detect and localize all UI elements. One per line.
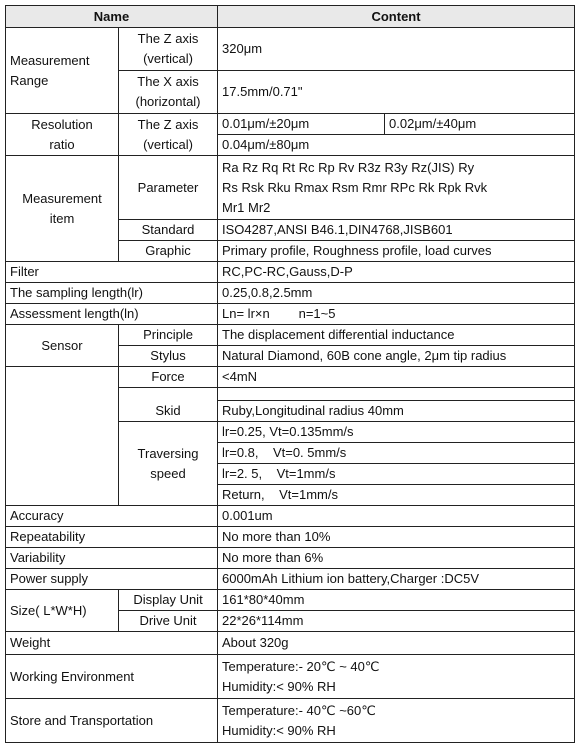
table-row <box>6 156 575 220</box>
table-row <box>6 283 575 304</box>
assessment-length-label: Assessment length(ln) <box>6 304 218 325</box>
working-environment-label: Working Environment <box>6 655 218 699</box>
principle-value: The displacement differential inductance <box>218 325 575 346</box>
x-axis-range-value: 17.5mm/0.71" <box>218 71 575 114</box>
standard-label: Standard <box>119 220 218 241</box>
parameter-value: Ra Rz Rq Rt Rc Rp Rv R3z R3y Rz(JIS) Ry Rs Rsk Rku Rmax Rsm Rmr RPc Rk Rpk Rvk Mr1 Mr2 <box>218 156 575 220</box>
speed-value-3: lr=2. 5, Vt=1mm/s <box>218 464 575 485</box>
speed-value-4: Return, Vt=1mm/s <box>218 485 575 506</box>
header-row <box>6 6 575 28</box>
power-supply-value: 6000mAh Lithium ion battery,Charger :DC5V <box>218 569 575 590</box>
graphic-value: Primary profile, Roughness profile, load curves <box>218 241 575 262</box>
sensor-label: Sensor <box>6 325 119 367</box>
drive-unit-value: 22*26*114mm <box>218 611 575 632</box>
skid-value: Ruby,Longitudinal radius 40mm <box>218 401 575 422</box>
resolution-value-a: 0.01μm/±20μm <box>218 114 385 135</box>
table-row <box>6 28 575 71</box>
table-row <box>6 655 575 699</box>
spacer-cell <box>218 388 575 401</box>
skid-label: Skid <box>119 401 218 422</box>
force-label: Force <box>119 367 218 388</box>
speed-value-1: lr=0.25, Vt=0.135mm/s <box>218 422 575 443</box>
repeatability-label: Repeatability <box>6 527 218 548</box>
x-axis-label: The X axis (horizontal) <box>119 71 218 114</box>
table-row <box>6 590 575 611</box>
power-supply-label: Power supply <box>6 569 218 590</box>
working-environment-value: Temperature:- 20℃ ~ 40℃ Humidity:< 90% RH <box>218 655 575 699</box>
table-row <box>6 569 575 590</box>
table-row <box>6 262 575 283</box>
accuracy-value: 0.001um <box>218 506 575 527</box>
stylus-value: Natural Diamond, 60B cone angle, 2μm tip radius <box>218 346 575 367</box>
table-row <box>6 527 575 548</box>
table-row <box>6 699 575 743</box>
resolution-value-b: 0.02μm/±40μm <box>385 114 575 135</box>
sampling-length-label: The sampling length(lr) <box>6 283 218 304</box>
force-value: <4mN <box>218 367 575 388</box>
display-unit-value: 161*80*40mm <box>218 590 575 611</box>
resolution-value-c: 0.04μm/±80μm <box>218 135 575 156</box>
storage-environment-label: Store and Transportation <box>6 699 218 743</box>
filter-label: Filter <box>6 262 218 283</box>
speed-value-2: lr=0.8, Vt=0. 5mm/s <box>218 443 575 464</box>
variability-value: No more than 6% <box>218 548 575 569</box>
variability-label: Variability <box>6 548 218 569</box>
measurement-range-label: Measurement Range <box>6 28 119 114</box>
header-name: Name <box>6 6 218 28</box>
table-row <box>6 506 575 527</box>
storage-environment-value: Temperature:- 40℃ ~60℃ Humidity:< 90% RH <box>218 699 575 743</box>
sampling-length-value: 0.25,0.8,2.5mm <box>218 283 575 304</box>
spacer-cell <box>119 388 218 401</box>
assessment-length-value: Ln= lr×n n=1~5 <box>218 304 575 325</box>
standard-value: ISO4287,ANSI B46.1,DIN4768,JISB601 <box>218 220 575 241</box>
size-label: Size( L*W*H) <box>6 590 119 632</box>
resolution-axis-label: The Z axis (vertical) <box>119 114 218 156</box>
z-axis-range-value: 320μm <box>218 28 575 71</box>
principle-label: Principle <box>119 325 218 346</box>
graphic-label: Graphic <box>119 241 218 262</box>
table-row <box>6 632 575 655</box>
resolution-label: Resolution ratio <box>6 114 119 156</box>
filter-value: RC,PC-RC,Gauss,D-P <box>218 262 575 283</box>
repeatability-value: No more than 10% <box>218 527 575 548</box>
z-axis-label: The Z axis (vertical) <box>119 28 218 71</box>
traversing-speed-label: Traversing speed <box>119 422 218 506</box>
table-row <box>6 304 575 325</box>
weight-value: About 320g <box>218 632 575 655</box>
table-row <box>6 367 575 388</box>
measurement-item-label: Measurement item <box>6 156 119 262</box>
drive-unit-label: Drive Unit <box>119 611 218 632</box>
spec-table <box>5 5 575 743</box>
table-row <box>6 114 575 135</box>
header-content: Content <box>218 6 575 28</box>
table-row <box>6 548 575 569</box>
display-unit-label: Display Unit <box>119 590 218 611</box>
accuracy-label: Accuracy <box>6 506 218 527</box>
stylus-label: Stylus <box>119 346 218 367</box>
drive-group-cell <box>6 367 119 506</box>
weight-label: Weight <box>6 632 218 655</box>
table-row <box>6 325 575 346</box>
parameter-label: Parameter <box>119 156 218 220</box>
